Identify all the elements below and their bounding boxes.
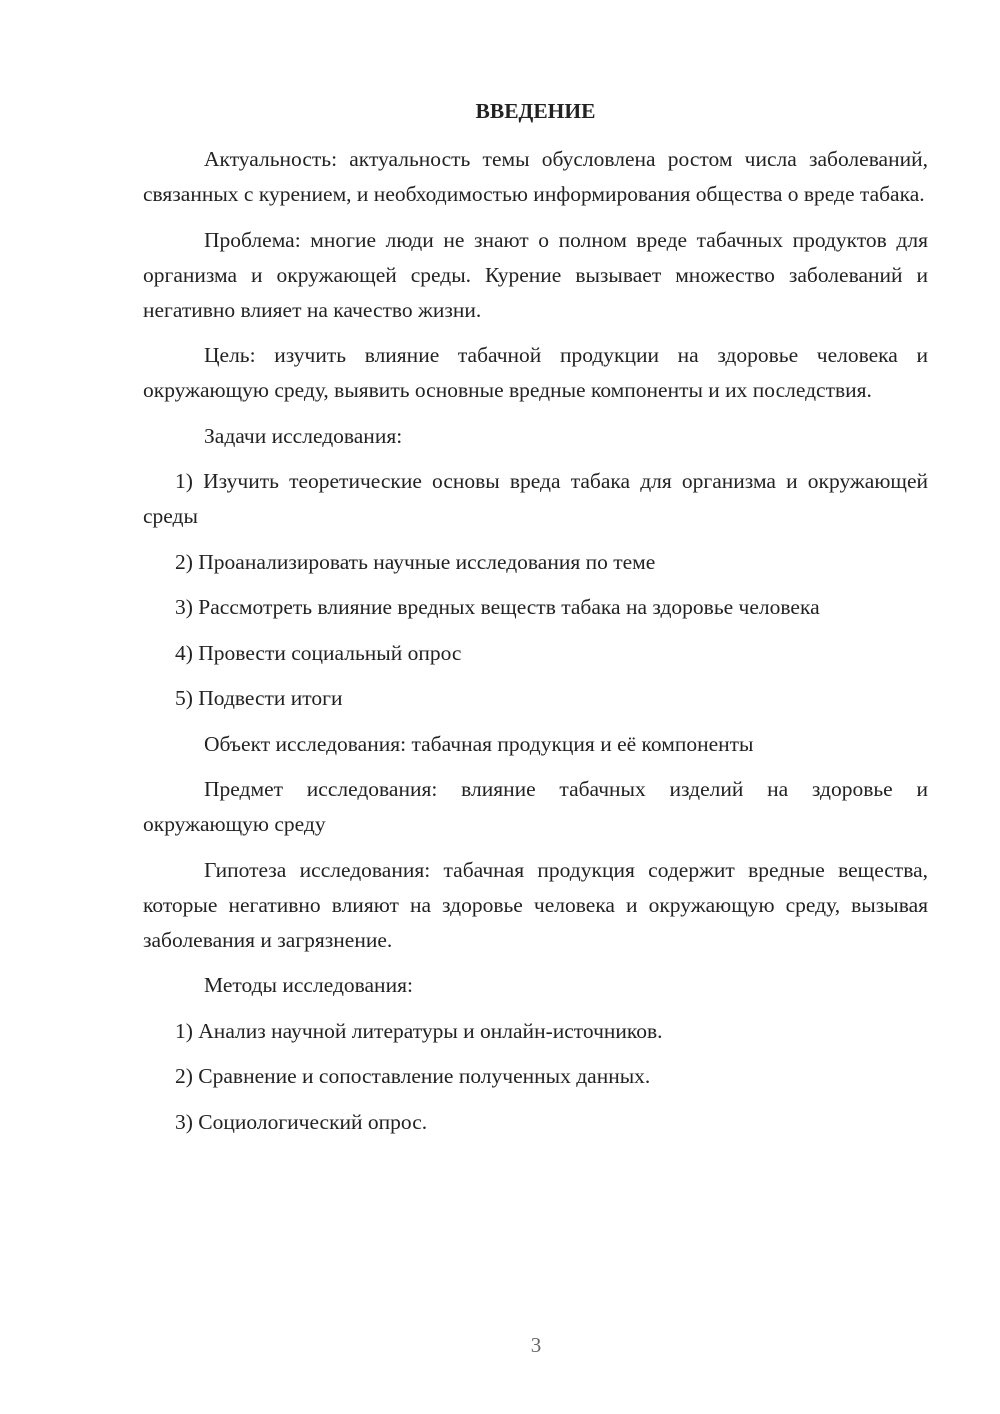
task-item: 2) Проанализировать научные исследования по теме — [175, 549, 656, 574]
object-paragraph: Объект исследования: табачная продукция и её компоненты — [204, 731, 754, 756]
method-item: 1) Анализ научной литературы и онлайн-источников. — [175, 1018, 663, 1043]
subject-paragraph: Предмет исследования: влияние табачных изделий на здоровье и окружающую среду — [143, 777, 928, 836]
task-item: 3) Рассмотреть влияние вредных веществ табака на здоровье человека — [175, 595, 820, 619]
page-content — [143, 96, 928, 1150]
page-title: ВВЕДЕНИЕ — [475, 99, 596, 123]
relevance-paragraph: Актуальность: актуальность темы обусловлена ростом числа заболеваний, связанных с курением, и необходимостью информирования общества о вреде табака. — [143, 147, 928, 206]
method-item: 2) Сравнение и сопоставление полученных данных. — [175, 1064, 651, 1088]
page-number: 3 — [530, 1333, 542, 1357]
problem-paragraph: Проблема: многие люди не знают о полном вреде табачных продуктов для организма и окружающей среды. Курение вызывает множество заболеваний и негативно влияет на качество жизни. — [143, 227, 928, 322]
methods-heading: Методы исследования: — [204, 973, 413, 997]
task-item: 5) Подвести итоги — [175, 686, 343, 710]
hypothesis-paragraph: Гипотеза исследования: табачная продукция содержит вредные вещества, которые негативно влияют на здоровье человека и окружающую среду, вызывая заболевания и загрязнение. — [143, 857, 928, 952]
goal-paragraph: Цель: изучить влияние табачной продукции на здоровье человека и окружающую среду, выявить основные вредные компоненты и их последствия. — [143, 343, 928, 402]
tasks-heading: Задачи исследования: — [204, 423, 403, 448]
task-item: 1) Изучить теоретические основы вреда табака для организма и окружающей среды — [143, 469, 928, 528]
task-item: 4) Провести социальный опрос — [175, 640, 462, 665]
method-item: 3) Социологический опрос. — [175, 1109, 428, 1134]
